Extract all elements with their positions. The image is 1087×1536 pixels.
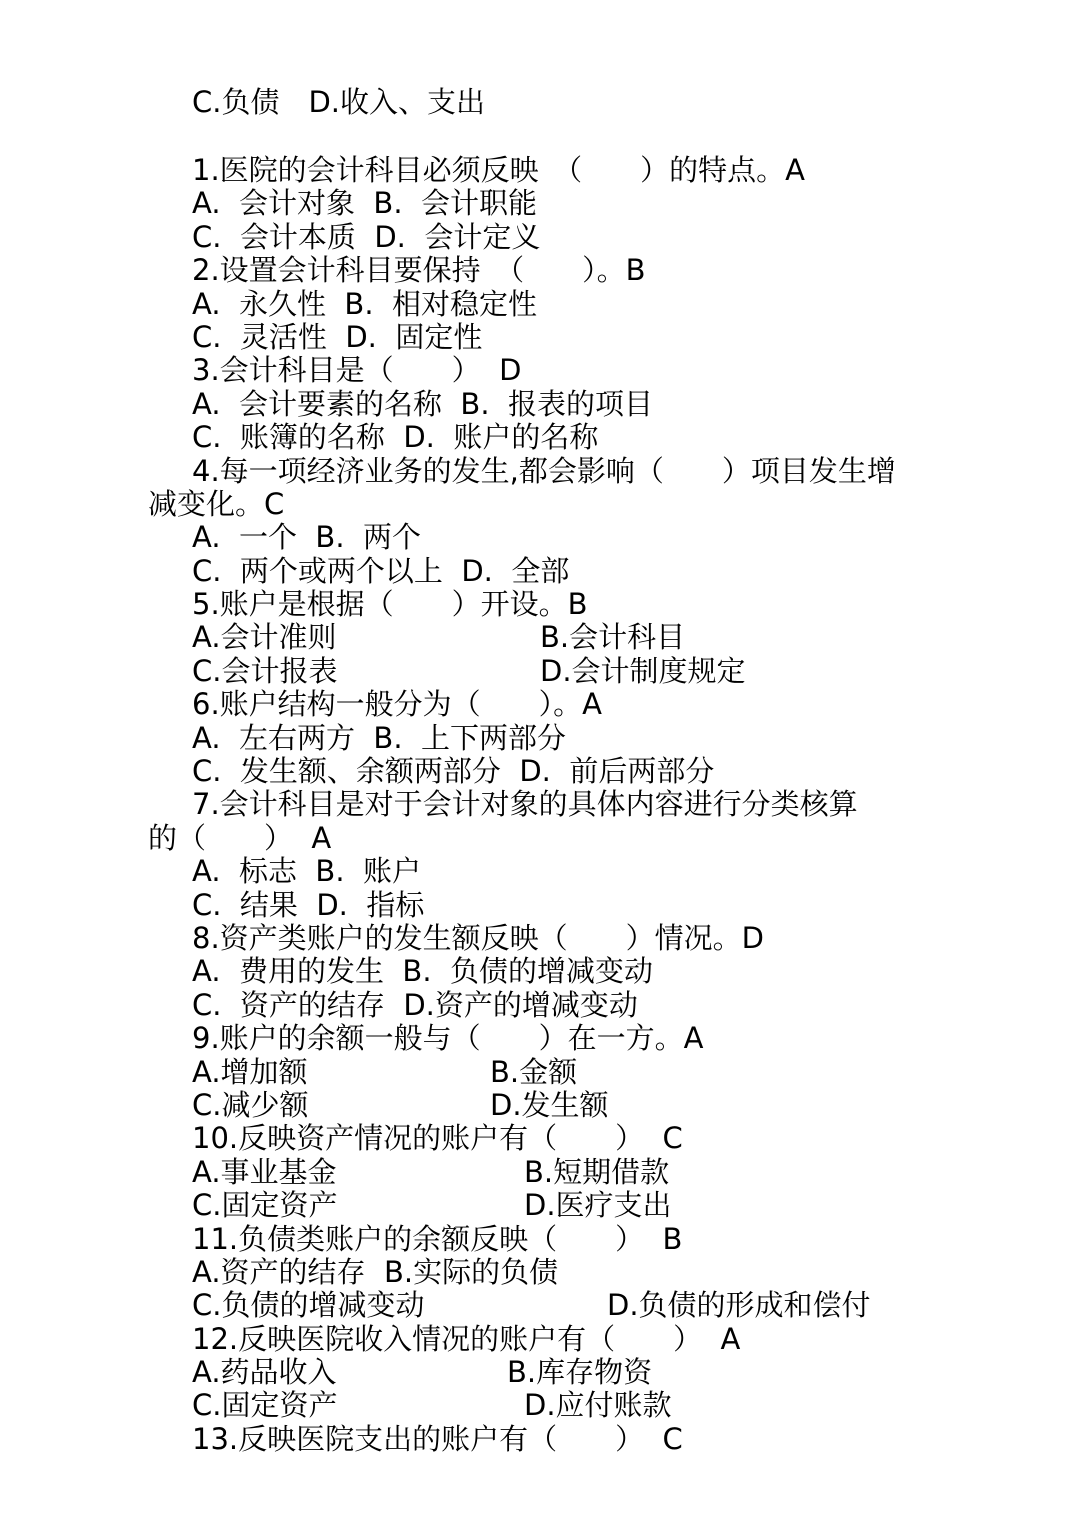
- question-8-options-ab: A. 费用的发生 B. 负债的增减变动: [192, 954, 653, 989]
- option-b: B.库存物资: [507, 1355, 653, 1390]
- question-1-options-ab: A. 会计对象 B. 会计职能: [192, 186, 537, 221]
- question-10-stem: 10.反映资产情况的账户有（ ） C: [192, 1121, 683, 1156]
- question-8-options-cd: C. 资产的结存 D.资产的增减变动: [192, 987, 638, 1022]
- option-c: C.固定资产: [192, 1188, 338, 1223]
- question-6-stem: 6.账户结构一般分为（ ）。A: [192, 687, 603, 722]
- option-b: B.短期借款: [524, 1154, 670, 1189]
- question-2-options-ab: A. 永久性 B. 相对稳定性: [192, 286, 537, 321]
- option-a: A.会计准则: [192, 620, 337, 655]
- option-d: D.应付账款: [524, 1388, 672, 1423]
- question-6-options-cd: C. 发生额、余额两部分 D. 前后两部分: [192, 754, 715, 789]
- question-1-stem: 1.医院的会计科目必须反映 （ ）的特点。A: [192, 153, 806, 187]
- option-a: A.事业基金: [192, 1154, 337, 1189]
- question-3-options-cd: C. 账簿的名称 D. 账户的名称: [192, 420, 599, 455]
- question-5-options-row-2: [148, 655, 978, 688]
- question-3-options-ab: A. 会计要素的名称 B. 报表的项目: [192, 386, 653, 421]
- option-c: C.会计报表: [192, 653, 338, 688]
- question-13-stem: 13.反映医院支出的账户有（ ） C: [192, 1421, 683, 1456]
- question-11-options-row-2: [148, 1289, 978, 1322]
- question-list: [148, 154, 978, 1456]
- question-6-options-ab: A. 左右两方 B. 上下两部分: [192, 720, 566, 755]
- text-line: C.负债 D.收入、支出: [192, 85, 486, 119]
- option-b: B.会计科目: [540, 620, 686, 655]
- question-2-stem: 2.设置会计科目要保持 （ ）。B: [192, 253, 646, 288]
- question-7-options-ab: A. 标志 B. 账户: [192, 854, 421, 889]
- question-9-stem: 9.账户的余额一般与（ ）在一方。A: [192, 1021, 704, 1056]
- option-c: C.减少额: [192, 1087, 309, 1122]
- question-7-stem-continued: 的（ ） A: [148, 820, 332, 855]
- option-b: B.金额: [490, 1054, 578, 1089]
- question-5-options-row-1: [148, 621, 978, 654]
- question-7-stem: 7.会计科目是对于会计对象的具体内容进行分类核算: [192, 787, 858, 822]
- option-d: D.会计制度规定: [540, 653, 746, 688]
- option-a: A.药品收入: [192, 1355, 337, 1390]
- option-c: C.负债的增减变动: [192, 1288, 425, 1323]
- option-d: D.发生额: [490, 1087, 609, 1122]
- question-10-options-row-2: [148, 1189, 978, 1222]
- question-8-stem: 8.资产类账户的发生额反映（ ）情况。D: [192, 920, 765, 955]
- top-fragment: [148, 86, 978, 119]
- question-2-options-cd: C. 灵活性 D. 固定性: [192, 319, 483, 354]
- question-11-stem: 11.负债类账户的余额反映（ ） B: [192, 1221, 683, 1256]
- question-12-stem: 12.反映医院收入情况的账户有（ ） A: [192, 1321, 741, 1356]
- question-1-options-cd: C. 会计本质 D. 会计定义: [192, 219, 541, 254]
- question-11-options-ab: A.资产的结存 B.实际的负债: [192, 1254, 559, 1289]
- option-c: C.固定资产: [192, 1388, 338, 1423]
- question-9-options-row-1: [148, 1056, 978, 1089]
- question-4-stem-continued: 减变化。C: [148, 486, 285, 521]
- question-12-options-row-1: [148, 1356, 978, 1389]
- option-d: D.医疗支出: [524, 1188, 672, 1223]
- question-3-stem: 3.会计科目是（ ） D: [192, 353, 522, 388]
- question-4-options-cd: C. 两个或两个以上 D. 全部: [192, 553, 570, 588]
- question-12-options-row-2: [148, 1389, 978, 1422]
- option-d: D.负债的形成和偿付: [607, 1288, 871, 1323]
- question-4-options-ab: A. 一个 B. 两个: [192, 520, 421, 555]
- question-10-options-row-1: [148, 1156, 978, 1189]
- question-7-options-cd: C. 结果 D. 指标: [192, 887, 425, 922]
- option-a: A.增加额: [192, 1054, 308, 1089]
- question-5-stem: 5.账户是根据（ ）开设。B: [192, 587, 588, 622]
- question-9-options-row-2: [148, 1089, 978, 1122]
- question-4-stem: 4.每一项经济业务的发生,都会影响（ ）项目发生增: [192, 453, 896, 488]
